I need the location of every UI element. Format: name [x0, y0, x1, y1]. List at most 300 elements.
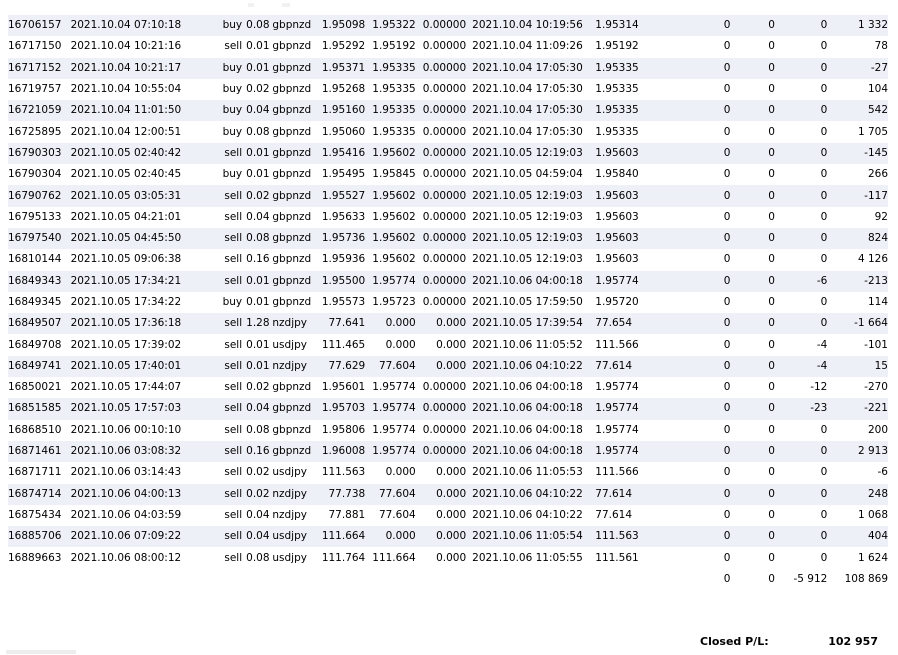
type-cell: sell — [212, 207, 246, 228]
close-price-cell: 1.95603 — [595, 185, 647, 206]
open-price-cell: 1.95292 — [315, 36, 369, 57]
ticket-cell: 16871711 — [8, 462, 71, 483]
close-time-cell: 2021.10.06 04:10:22 — [472, 505, 595, 526]
total-swap-cell: -5 912 — [775, 569, 827, 590]
bottom-cutoff-fragment — [6, 650, 76, 654]
stop-loss-cell: 77.604 — [369, 505, 419, 526]
size-cell: 0.08 — [246, 420, 272, 441]
ticket-cell: 16790762 — [8, 185, 71, 206]
take-profit-cell: 0.00000 — [420, 15, 472, 36]
commission-cell: 0 — [648, 441, 731, 462]
taxes-cell: 0 — [730, 185, 774, 206]
close-time-cell: 2021.10.06 04:00:18 — [472, 271, 595, 292]
profit-cell: 1 705 — [827, 121, 888, 142]
commission-cell: 0 — [648, 313, 731, 334]
swap-cell: -12 — [775, 377, 827, 398]
open-time-cell: 2021.10.06 03:14:43 — [71, 462, 212, 483]
open-time-cell: 2021.10.05 17:36:18 — [71, 313, 212, 334]
commission-cell: 0 — [648, 249, 731, 270]
table-row[interactable] — [8, 185, 888, 206]
size-cell: 0.02 — [246, 377, 272, 398]
ticket-cell: 16706157 — [8, 15, 71, 36]
close-time-cell: 2021.10.05 12:19:03 — [472, 228, 595, 249]
item-cell: usdjpy — [272, 462, 314, 483]
ticket-cell: 16719757 — [8, 79, 71, 100]
open-time-cell: 2021.10.05 17:44:07 — [71, 377, 212, 398]
table-row[interactable] — [8, 164, 888, 185]
commission-cell: 0 — [648, 185, 731, 206]
size-cell: 0.01 — [246, 164, 272, 185]
profit-cell: 266 — [827, 164, 888, 185]
stop-loss-cell: 77.604 — [369, 356, 419, 377]
table-row[interactable] — [8, 79, 888, 100]
ticket-cell: 16849343 — [8, 271, 71, 292]
open-price-cell: 111.764 — [315, 547, 369, 568]
commission-cell: 0 — [648, 526, 731, 547]
open-time-cell: 2021.10.05 17:57:03 — [71, 398, 212, 419]
taxes-cell: 0 — [730, 334, 774, 355]
taxes-cell: 0 — [730, 228, 774, 249]
commission-cell: 0 — [648, 228, 731, 249]
close-price-cell: 1.95774 — [595, 271, 647, 292]
ticket-cell: 16725895 — [8, 121, 71, 142]
table-row[interactable] — [8, 441, 888, 462]
take-profit-cell: 0.00000 — [420, 249, 472, 270]
size-cell: 0.02 — [246, 79, 272, 100]
take-profit-cell: 0.000 — [420, 484, 472, 505]
size-cell: 0.01 — [246, 271, 272, 292]
table-row[interactable] — [8, 356, 888, 377]
stop-loss-cell: 0.000 — [369, 462, 419, 483]
type-cell: sell — [212, 334, 246, 355]
close-price-cell: 1.95603 — [595, 207, 647, 228]
taxes-cell: 0 — [730, 143, 774, 164]
open-price-cell: 1.95601 — [315, 377, 369, 398]
profit-cell: 78 — [827, 36, 888, 57]
close-time-cell: 2021.10.05 17:39:54 — [472, 313, 595, 334]
open-price-cell: 1.95268 — [315, 79, 369, 100]
close-price-cell: 77.614 — [595, 356, 647, 377]
open-price-cell: 1.95371 — [315, 58, 369, 79]
stop-loss-cell: 1.95723 — [369, 292, 419, 313]
profit-cell: -1 664 — [827, 313, 888, 334]
swap-cell: 0 — [775, 484, 827, 505]
size-cell: 0.02 — [246, 185, 272, 206]
close-price-cell: 77.654 — [595, 313, 647, 334]
open-price-cell: 1.95736 — [315, 228, 369, 249]
open-time-cell: 2021.10.06 00:10:10 — [71, 420, 212, 441]
table-row[interactable] — [8, 228, 888, 249]
close-price-cell: 111.561 — [595, 547, 647, 568]
type-cell: sell — [212, 484, 246, 505]
item-cell: nzdjpy — [272, 484, 314, 505]
open-time-cell: 2021.10.04 10:21:17 — [71, 58, 212, 79]
swap-cell: 0 — [775, 36, 827, 57]
close-price-cell: 1.95335 — [595, 79, 647, 100]
ticket-cell: 16717152 — [8, 58, 71, 79]
type-cell: sell — [212, 441, 246, 462]
type-cell: sell — [212, 185, 246, 206]
empty-cell — [595, 569, 647, 590]
close-time-cell: 2021.10.04 11:09:26 — [472, 36, 595, 57]
closed-transactions-table — [8, 15, 888, 590]
item-cell: gbpnzd — [272, 15, 314, 36]
take-profit-cell: 0.00000 — [420, 207, 472, 228]
close-price-cell: 77.614 — [595, 484, 647, 505]
top-cutoff-strip — [0, 0, 898, 15]
ticket-cell: 16875434 — [8, 505, 71, 526]
swap-cell: 0 — [775, 249, 827, 270]
type-cell: sell — [212, 228, 246, 249]
swap-cell: 0 — [775, 313, 827, 334]
size-cell: 0.04 — [246, 398, 272, 419]
open-time-cell: 2021.10.05 17:40:01 — [71, 356, 212, 377]
size-cell: 0.16 — [246, 441, 272, 462]
close-time-cell: 2021.10.05 12:19:03 — [472, 249, 595, 270]
open-time-cell: 2021.10.05 04:45:50 — [71, 228, 212, 249]
type-cell: buy — [212, 164, 246, 185]
swap-cell: 0 — [775, 79, 827, 100]
commission-cell: 0 — [648, 121, 731, 142]
stop-loss-cell: 1.95335 — [369, 58, 419, 79]
ticket-cell: 16850021 — [8, 377, 71, 398]
table-row[interactable] — [8, 334, 888, 355]
taxes-cell: 0 — [730, 356, 774, 377]
profit-cell: 2 913 — [827, 441, 888, 462]
swap-cell: -23 — [775, 398, 827, 419]
size-cell: 0.04 — [246, 100, 272, 121]
taxes-cell: 0 — [730, 484, 774, 505]
profit-cell: 1 068 — [827, 505, 888, 526]
close-price-cell: 1.95840 — [595, 164, 647, 185]
type-cell: sell — [212, 271, 246, 292]
swap-cell: 0 — [775, 58, 827, 79]
commission-cell: 0 — [648, 143, 731, 164]
taxes-cell: 0 — [730, 377, 774, 398]
take-profit-cell: 0.000 — [420, 356, 472, 377]
taxes-cell: 0 — [730, 547, 774, 568]
empty-cell — [246, 569, 272, 590]
item-cell: nzdjpy — [272, 505, 314, 526]
take-profit-cell: 0.00000 — [420, 100, 472, 121]
size-cell: 0.01 — [246, 356, 272, 377]
stop-loss-cell: 1.95845 — [369, 164, 419, 185]
table-row[interactable] — [8, 15, 888, 36]
taxes-cell: 0 — [730, 462, 774, 483]
taxes-cell: 0 — [730, 249, 774, 270]
take-profit-cell: 0.000 — [420, 505, 472, 526]
item-cell: gbpnzd — [272, 164, 314, 185]
profit-cell: -27 — [827, 58, 888, 79]
table-row[interactable] — [8, 292, 888, 313]
take-profit-cell: 0.00000 — [420, 58, 472, 79]
ticket-cell: 16795133 — [8, 207, 71, 228]
profit-cell: 15 — [827, 356, 888, 377]
taxes-cell: 0 — [730, 79, 774, 100]
taxes-cell: 0 — [730, 441, 774, 462]
profit-cell: -221 — [827, 398, 888, 419]
swap-cell: -4 — [775, 356, 827, 377]
ticket-cell: 16717150 — [8, 36, 71, 57]
table-row[interactable] — [8, 271, 888, 292]
open-price-cell: 1.95060 — [315, 121, 369, 142]
swap-cell: 0 — [775, 420, 827, 441]
closed-transactions-body — [8, 15, 888, 590]
type-cell: sell — [212, 313, 246, 334]
empty-cell — [8, 569, 71, 590]
commission-cell: 0 — [648, 271, 731, 292]
table-row[interactable] — [8, 398, 888, 419]
open-price-cell: 77.629 — [315, 356, 369, 377]
open-price-cell: 111.664 — [315, 526, 369, 547]
type-cell: sell — [212, 462, 246, 483]
close-price-cell: 1.95720 — [595, 292, 647, 313]
total-commission-cell: 0 — [648, 569, 731, 590]
close-price-cell: 1.95335 — [595, 58, 647, 79]
size-cell: 0.01 — [246, 292, 272, 313]
ticket-cell: 16810144 — [8, 249, 71, 270]
item-cell: nzdjpy — [272, 356, 314, 377]
open-time-cell: 2021.10.06 04:03:59 — [71, 505, 212, 526]
open-time-cell: 2021.10.05 02:40:45 — [71, 164, 212, 185]
empty-cell — [315, 569, 369, 590]
table-row[interactable] — [8, 313, 888, 334]
commission-cell: 0 — [648, 420, 731, 441]
size-cell: 0.01 — [246, 36, 272, 57]
close-time-cell: 2021.10.06 11:05:52 — [472, 334, 595, 355]
stop-loss-cell: 1.95774 — [369, 420, 419, 441]
size-cell: 0.08 — [246, 15, 272, 36]
table-row[interactable] — [8, 249, 888, 270]
item-cell: gbpnzd — [272, 79, 314, 100]
profit-cell: -270 — [827, 377, 888, 398]
stop-loss-cell: 1.95192 — [369, 36, 419, 57]
item-cell: gbpnzd — [272, 292, 314, 313]
table-row[interactable] — [8, 420, 888, 441]
swap-cell: 0 — [775, 462, 827, 483]
close-time-cell: 2021.10.06 11:05:53 — [472, 462, 595, 483]
profit-cell: 824 — [827, 228, 888, 249]
take-profit-cell: 0.00000 — [420, 398, 472, 419]
close-time-cell: 2021.10.06 04:10:22 — [472, 484, 595, 505]
table-row[interactable] — [8, 462, 888, 483]
take-profit-cell: 0.000 — [420, 547, 472, 568]
type-cell: buy — [212, 100, 246, 121]
table-row[interactable] — [8, 100, 888, 121]
cutoff-fragment — [248, 3, 254, 7]
stop-loss-cell: 1.95774 — [369, 271, 419, 292]
profit-cell: 248 — [827, 484, 888, 505]
close-price-cell: 1.95603 — [595, 249, 647, 270]
stop-loss-cell: 0.000 — [369, 313, 419, 334]
open-price-cell: 1.95633 — [315, 207, 369, 228]
item-cell: gbpnzd — [272, 100, 314, 121]
commission-cell: 0 — [648, 398, 731, 419]
close-price-cell: 1.95192 — [595, 36, 647, 57]
close-time-cell: 2021.10.04 17:05:30 — [472, 121, 595, 142]
cutoff-fragment — [282, 3, 290, 7]
take-profit-cell: 0.000 — [420, 313, 472, 334]
stop-loss-cell: 1.95335 — [369, 79, 419, 100]
close-time-cell: 2021.10.06 11:05:54 — [472, 526, 595, 547]
size-cell: 0.04 — [246, 526, 272, 547]
ticket-cell: 16849507 — [8, 313, 71, 334]
taxes-cell: 0 — [730, 526, 774, 547]
swap-cell: 0 — [775, 15, 827, 36]
table-row[interactable] — [8, 505, 888, 526]
item-cell: gbpnzd — [272, 271, 314, 292]
swap-cell: 0 — [775, 207, 827, 228]
item-cell: gbpnzd — [272, 121, 314, 142]
open-price-cell: 77.881 — [315, 505, 369, 526]
commission-cell: 0 — [648, 36, 731, 57]
type-cell: sell — [212, 36, 246, 57]
close-price-cell: 111.566 — [595, 334, 647, 355]
close-time-cell: 2021.10.05 04:59:04 — [472, 164, 595, 185]
size-cell: 0.04 — [246, 505, 272, 526]
close-time-cell: 2021.10.04 10:19:56 — [472, 15, 595, 36]
taxes-cell: 0 — [730, 58, 774, 79]
swap-cell: 0 — [775, 164, 827, 185]
open-price-cell: 1.95573 — [315, 292, 369, 313]
closed-pl-value: 102 957 — [828, 635, 878, 648]
item-cell: gbpnzd — [272, 249, 314, 270]
open-price-cell: 1.96008 — [315, 441, 369, 462]
close-price-cell: 111.566 — [595, 462, 647, 483]
open-time-cell: 2021.10.05 03:05:31 — [71, 185, 212, 206]
open-price-cell: 1.95703 — [315, 398, 369, 419]
item-cell: nzdjpy — [272, 313, 314, 334]
empty-cell — [272, 569, 314, 590]
table-row[interactable] — [8, 121, 888, 142]
commission-cell: 0 — [648, 356, 731, 377]
taxes-cell: 0 — [730, 36, 774, 57]
close-time-cell: 2021.10.05 12:19:03 — [472, 185, 595, 206]
close-time-cell: 2021.10.05 12:19:03 — [472, 143, 595, 164]
table-row[interactable] — [8, 207, 888, 228]
commission-cell: 0 — [648, 79, 731, 100]
swap-cell: 0 — [775, 526, 827, 547]
type-cell: sell — [212, 547, 246, 568]
taxes-cell: 0 — [730, 164, 774, 185]
swap-cell: -4 — [775, 334, 827, 355]
close-price-cell: 111.563 — [595, 526, 647, 547]
open-time-cell: 2021.10.05 09:06:38 — [71, 249, 212, 270]
open-time-cell: 2021.10.06 08:00:12 — [71, 547, 212, 568]
profit-cell: -101 — [827, 334, 888, 355]
close-price-cell: 1.95335 — [595, 121, 647, 142]
commission-cell: 0 — [648, 292, 731, 313]
open-price-cell: 1.95495 — [315, 164, 369, 185]
table-row[interactable] — [8, 143, 888, 164]
take-profit-cell: 0.00000 — [420, 441, 472, 462]
swap-cell: 0 — [775, 100, 827, 121]
empty-cell — [420, 569, 472, 590]
taxes-cell: 0 — [730, 420, 774, 441]
table-row[interactable] — [8, 58, 888, 79]
table-row[interactable] — [8, 526, 888, 547]
profit-cell: 542 — [827, 100, 888, 121]
item-cell: usdjpy — [272, 334, 314, 355]
table-row[interactable] — [8, 484, 888, 505]
take-profit-cell: 0.00000 — [420, 228, 472, 249]
item-cell: gbpnzd — [272, 143, 314, 164]
size-cell: 0.08 — [246, 228, 272, 249]
take-profit-cell: 0.00000 — [420, 79, 472, 100]
open-time-cell: 2021.10.06 07:09:22 — [71, 526, 212, 547]
open-time-cell: 2021.10.04 12:00:51 — [71, 121, 212, 142]
empty-cell — [212, 569, 246, 590]
open-price-cell: 77.738 — [315, 484, 369, 505]
size-cell: 0.01 — [246, 334, 272, 355]
size-cell: 0.02 — [246, 484, 272, 505]
stop-loss-cell: 77.604 — [369, 484, 419, 505]
type-cell: sell — [212, 377, 246, 398]
stop-loss-cell: 1.95602 — [369, 207, 419, 228]
profit-cell: 104 — [827, 79, 888, 100]
profit-cell: -213 — [827, 271, 888, 292]
empty-cell — [369, 569, 419, 590]
ticket-cell: 16868510 — [8, 420, 71, 441]
open-price-cell: 1.95098 — [315, 15, 369, 36]
type-cell: buy — [212, 292, 246, 313]
size-cell: 0.01 — [246, 143, 272, 164]
ticket-cell: 16790304 — [8, 164, 71, 185]
item-cell: gbpnzd — [272, 377, 314, 398]
swap-cell: 0 — [775, 185, 827, 206]
type-cell: sell — [212, 398, 246, 419]
open-time-cell: 2021.10.05 02:40:42 — [71, 143, 212, 164]
commission-cell: 0 — [648, 377, 731, 398]
close-price-cell: 1.95314 — [595, 15, 647, 36]
take-profit-cell: 0.000 — [420, 462, 472, 483]
swap-cell: 0 — [775, 228, 827, 249]
closed-pl-label: Closed P/L: — [700, 635, 769, 648]
table-row[interactable] — [8, 377, 888, 398]
profit-cell: 1 624 — [827, 547, 888, 568]
size-cell: 0.02 — [246, 462, 272, 483]
close-time-cell: 2021.10.06 04:00:18 — [472, 441, 595, 462]
type-cell: buy — [212, 79, 246, 100]
open-price-cell: 1.95500 — [315, 271, 369, 292]
take-profit-cell: 0.00000 — [420, 271, 472, 292]
taxes-cell: 0 — [730, 292, 774, 313]
open-time-cell: 2021.10.06 04:00:13 — [71, 484, 212, 505]
close-time-cell: 2021.10.06 11:05:55 — [472, 547, 595, 568]
empty-cell — [472, 569, 595, 590]
stop-loss-cell: 0.000 — [369, 334, 419, 355]
table-row[interactable] — [8, 547, 888, 568]
type-cell: buy — [212, 15, 246, 36]
swap-cell: 0 — [775, 292, 827, 313]
stop-loss-cell: 1.95602 — [369, 185, 419, 206]
item-cell: usdjpy — [272, 547, 314, 568]
take-profit-cell: 0.000 — [420, 334, 472, 355]
open-price-cell: 1.95160 — [315, 100, 369, 121]
taxes-cell: 0 — [730, 207, 774, 228]
type-cell: buy — [212, 121, 246, 142]
swap-cell: 0 — [775, 505, 827, 526]
taxes-cell: 0 — [730, 398, 774, 419]
open-price-cell: 1.95527 — [315, 185, 369, 206]
swap-cell: 0 — [775, 547, 827, 568]
commission-cell: 0 — [648, 547, 731, 568]
close-time-cell: 2021.10.05 12:19:03 — [472, 207, 595, 228]
take-profit-cell: 0.00000 — [420, 377, 472, 398]
open-time-cell: 2021.10.05 17:39:02 — [71, 334, 212, 355]
size-cell: 0.01 — [246, 58, 272, 79]
table-row[interactable] — [8, 36, 888, 57]
